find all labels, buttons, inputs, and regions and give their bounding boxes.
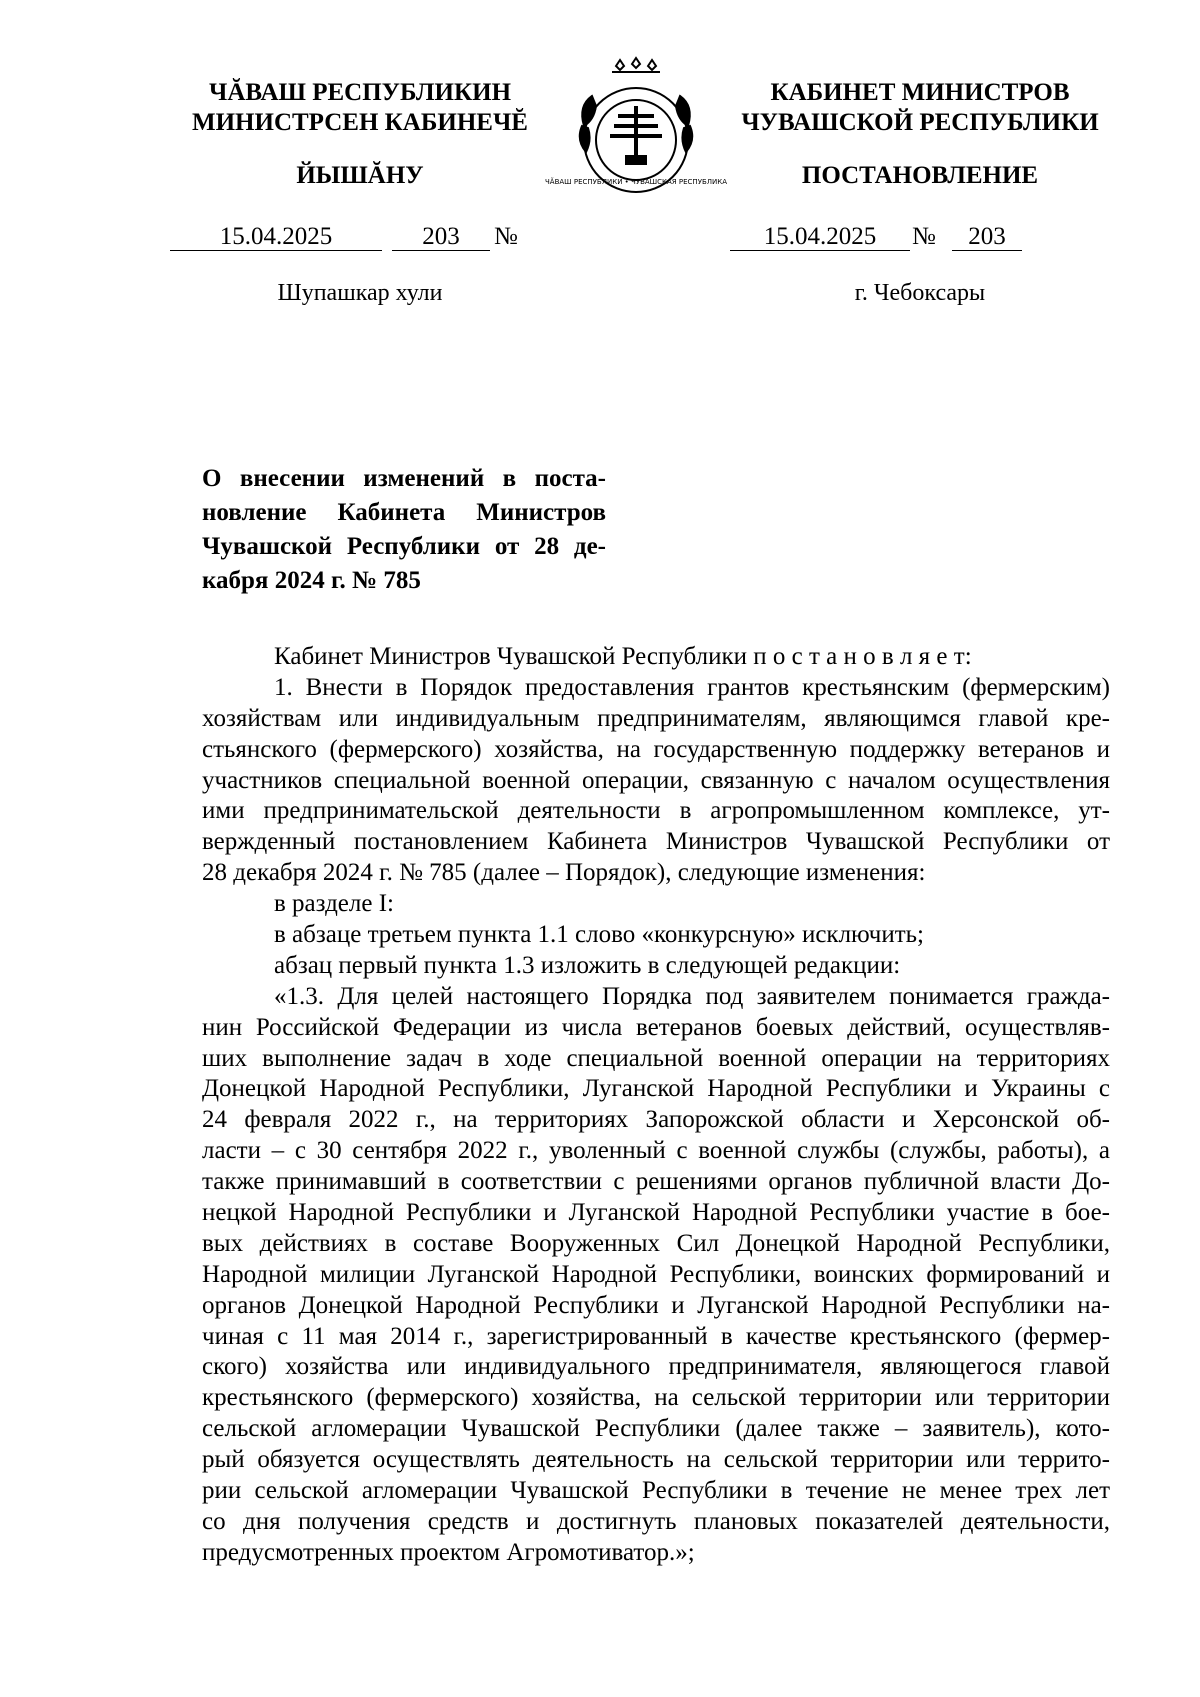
body-line: предусмотренных проектом Агромотиватор.»; [202,1538,695,1566]
body-line: нин Российской Федерации из числа ветеранов боевых действий, осуществляв- [202,1013,1110,1041]
body-line: со дня получения средств и достигнуть плановых показателей деятельности, [202,1507,1110,1535]
body-line: чиная с 11 мая 2014 г., зарегистрированный в качестве крестьянского (фермер- [202,1322,1110,1350]
body-line: органов Донецкой Народной Республики и Луганской Народной Республики на- [202,1291,1110,1319]
header-left-doc-type: ЙЫШĂНУ [296,162,424,189]
body-line: в абзаце третьем пункта 1.1 слово «конкурсную» исключить; [274,921,924,949]
title-line-1: О внесении изменений в поста- [202,465,606,492]
body-line: рии сельской агломерации Чувашской Республики в течение не менее трех лет [202,1477,1110,1505]
header-right-doc-type: ПОСТАНОВЛЕНИЕ [801,162,1039,189]
body-line: ими предпринимательской деятельности в агропромышленном комплексе, ут- [202,797,1110,825]
header-left-line-1: ЧĂВАШ РЕСПУБЛИКИН [208,79,512,106]
left-number-field: 203 [392,222,490,251]
body-line: абзац первый пункта 1.3 изложить в следующей редакции: [274,951,901,979]
document-body [202,642,1110,1569]
left-number-sign: № [494,223,518,250]
right-number-field: 203 [952,222,1022,251]
body-line: ского) хозяйства или индивидуального предпринимателя, являющегося главой [202,1353,1110,1381]
body-line: «1.3. Для целей настоящего Порядка под заявителем понимается гражда- [274,982,1110,1010]
body-line: ших выполнение задач в ходе специальной военной операции на территориях [202,1044,1110,1072]
header-right-line-1: КАБИНЕТ МИНИСТРОВ [770,79,1070,106]
left-date-field: 15.04.2025 [170,222,382,251]
body-line: участников специальной военной операции, связанную с началом осуществления [202,766,1110,794]
body-line: ласти – с 30 сентября 2022 г., уволенный с военной службы (службы, работы), а [202,1137,1110,1165]
header-right-line-2: ЧУВАШСКОЙ РЕСПУБЛИКИ [741,109,1099,136]
crown-stars-icon [612,58,660,72]
body-line: в разделе I: [274,890,394,918]
header-right-authority [720,78,1120,138]
body-line: 24 февраля 2022 г., на территориях Запорожской области и Херсонской об- [202,1106,1110,1134]
right-number-sign: № [912,223,936,250]
body-line: 1. Внести в Порядок предоставления грантов крестьянским (фермерским) [274,673,1110,701]
coat-of-arms-emblem [544,56,728,196]
body-line: вых действиях в составе Вооруженных Сил Донецкой Народной Республики, [202,1229,1110,1257]
body-line: Кабинет Министров Чувашской Республики п о с т а н о в л я е т: [274,643,972,670]
body-line: стьянского (фермерского) хозяйства, на государственную поддержку ветеранов и [202,735,1110,763]
body-line: также принимавший в соответствии с решениями органов публичной власти До- [202,1168,1110,1196]
body-line: рый обязуется осуществлять деятельность на сельской территории или террито- [202,1446,1110,1474]
body-line: сельской агломерации Чувашской Республики (далее также – заявитель), кото- [202,1415,1110,1443]
registration-right [0,222,1200,254]
body-line: 28 декабря 2024 г. № 785 (далее – Порядок), следующие изменения: [202,859,926,887]
emblem-caption: ЧĂВАШ РЕСПУБЛИКИ • ЧУВАШСКАЯ РЕСПУБЛИКА [544,178,728,186]
body-line: Народной милиции Луганской Народной Республики, воинских формирований и [202,1260,1110,1288]
body-line: нецкой Народной Республики и Луганской Народной Республики участие в бое- [202,1199,1110,1227]
document-title [202,462,606,598]
header-left-line-2: МИНИСТРСЕН КАБИНЕЧĔ [192,109,528,136]
body-line: вержденный постановлением Кабинета Министров Чувашской Республики от [202,828,1110,856]
place-right: г. Чебоксары [854,280,986,306]
header-left-authority [170,78,550,138]
title-line-2: новление Кабинета Министров [202,499,606,526]
title-line-3: Чувашской Республики от 28 де- [202,533,606,560]
body-line: Донецкой Народной Республики, Луганской Народной Республики и Украины с [202,1075,1110,1103]
body-line: хозяйствам или индивидуальным предпринимателям, являющимся главой кре- [202,704,1110,732]
place-left: Шупашкар хули [277,280,443,306]
title-line-4: кабря 2024 г. № 785 [202,567,421,594]
right-date-field: 15.04.2025 [730,222,910,251]
body-line: крестьянского (фермерского) хозяйства, на сельской территории или территории [202,1384,1110,1412]
